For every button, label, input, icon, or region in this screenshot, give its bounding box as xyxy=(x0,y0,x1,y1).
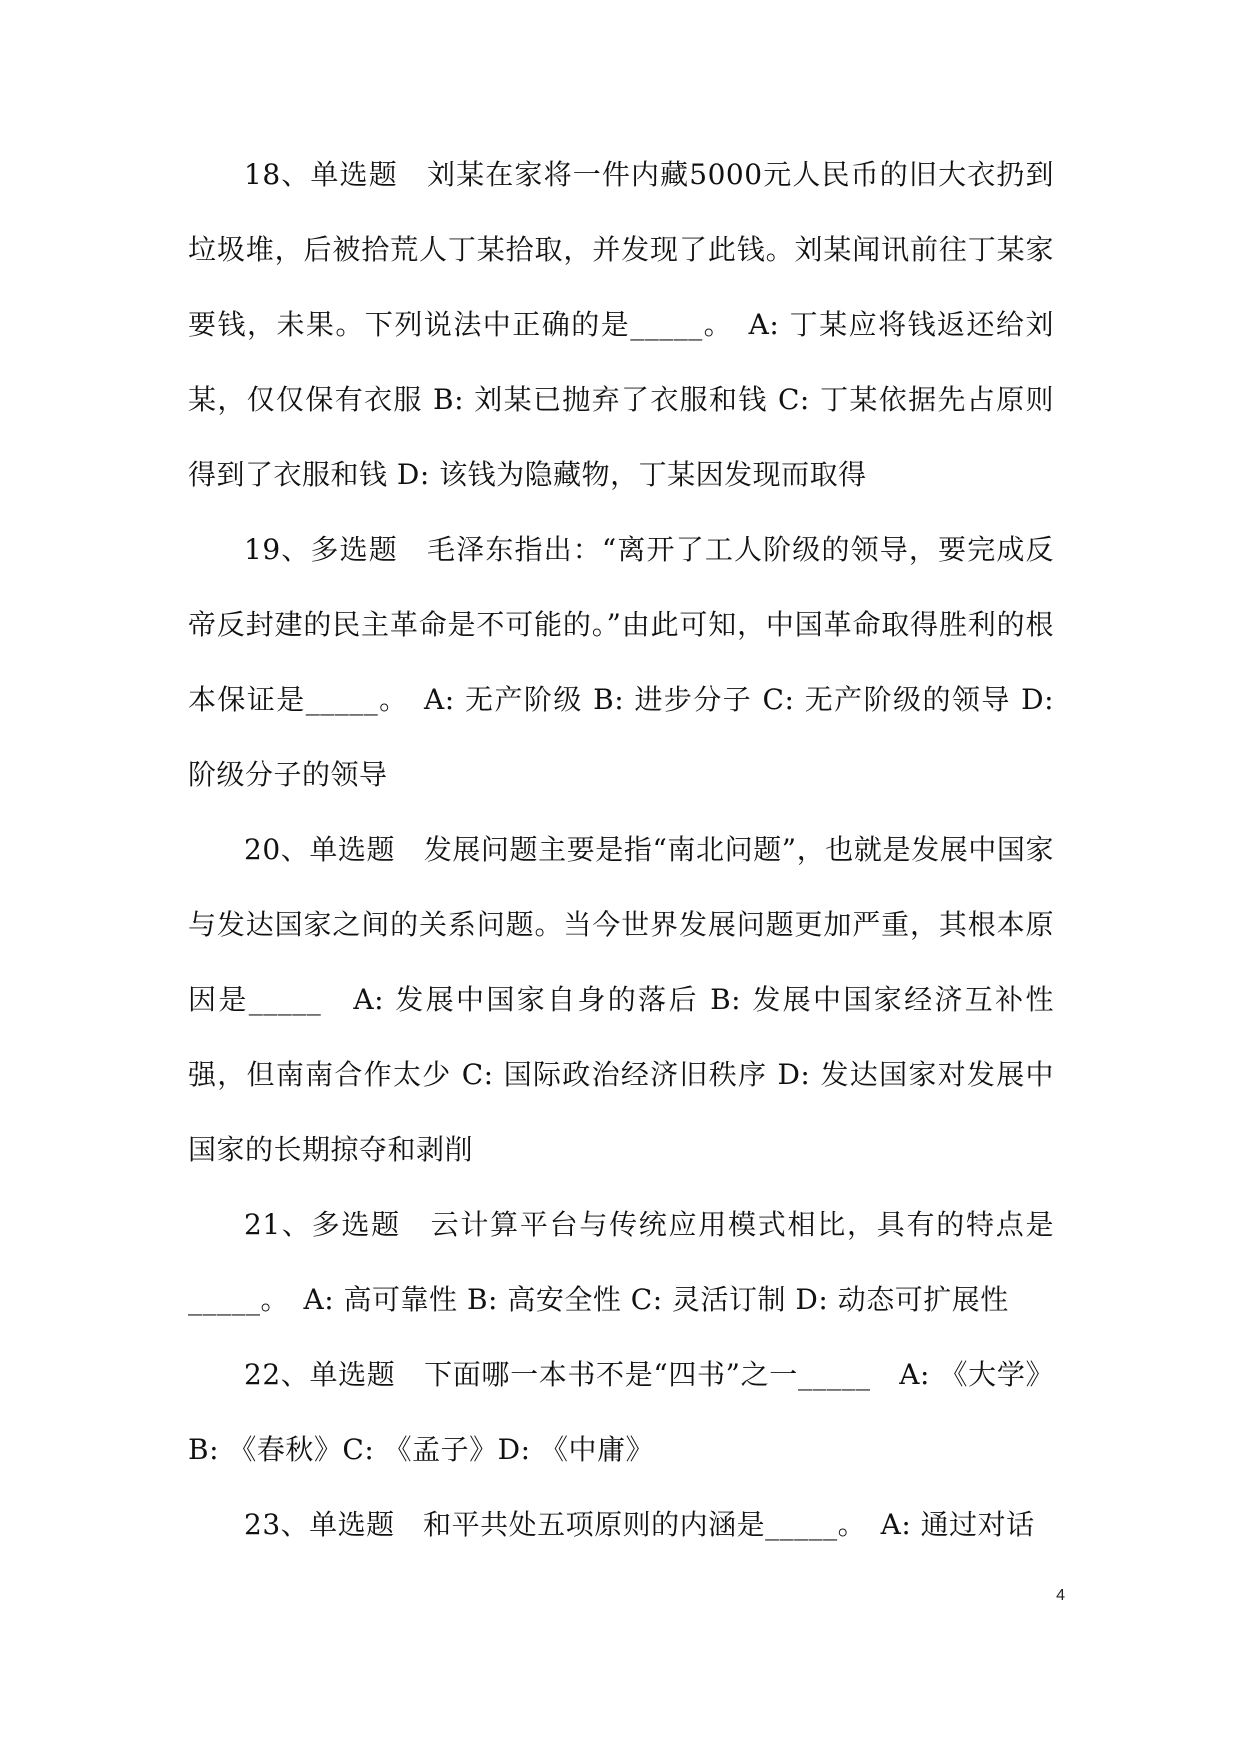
question-20: 20、单选题 发展问题主要是指“南北问题”，也就是发展中国家与发达国家之间的关系问题。当今世界发展问题更加严重，其根本原因是_____ A: 发展中国家自身的落后 B: 发展中国家经济互补性强，但南南合作太少 C: 国际政治经济旧秩序 D: 发达国家对发展中国家的长期掠夺和剥削 xyxy=(188,833,1054,1166)
page-number: 4 xyxy=(1056,1587,1065,1604)
question-list xyxy=(188,137,1054,1562)
question-21: 21、多选题 云计算平台与传统应用模式相比，具有的特点是_____。 A: 高可靠性 B: 高安全性 C: 灵活订制 D: 动态可扩展性 xyxy=(188,1208,1054,1316)
question-23: 23、单选题 和平共处五项原则的内涵是_____。 A: 通过对话 xyxy=(244,1508,1035,1541)
question-19: 19、多选题 毛泽东指出：“离开了工人阶级的领导，要完成反帝反封建的民主革命是不可能的。”由此可知，中国革命取得胜利的根本保证是_____。 A: 无产阶级 B: 进步分子 C: 无产阶级的领导 D: 阶级分子的领导 xyxy=(188,533,1054,791)
question-18: 18、单选题 刘某在家将一件内藏5000元人民币的旧大衣扔到垃圾堆，后被拾荒人丁某拾取，并发现了此钱。刘某闻讯前往丁某家要钱，未果。下列说法中正确的是_____。 A: 丁某应将钱返还给刘某，仅仅保有衣服 B: 刘某已抛弃了衣服和钱 C: 丁某依据先占原则得到了衣服和钱 D: 该钱为隐藏物，丁某因发现而取得 xyxy=(188,158,1054,491)
question-22: 22、单选题 下面哪一本书不是“四书”之一_____ A: 《大学》B: 《春秋》C: 《孟子》D: 《中庸》 xyxy=(188,1358,1054,1466)
